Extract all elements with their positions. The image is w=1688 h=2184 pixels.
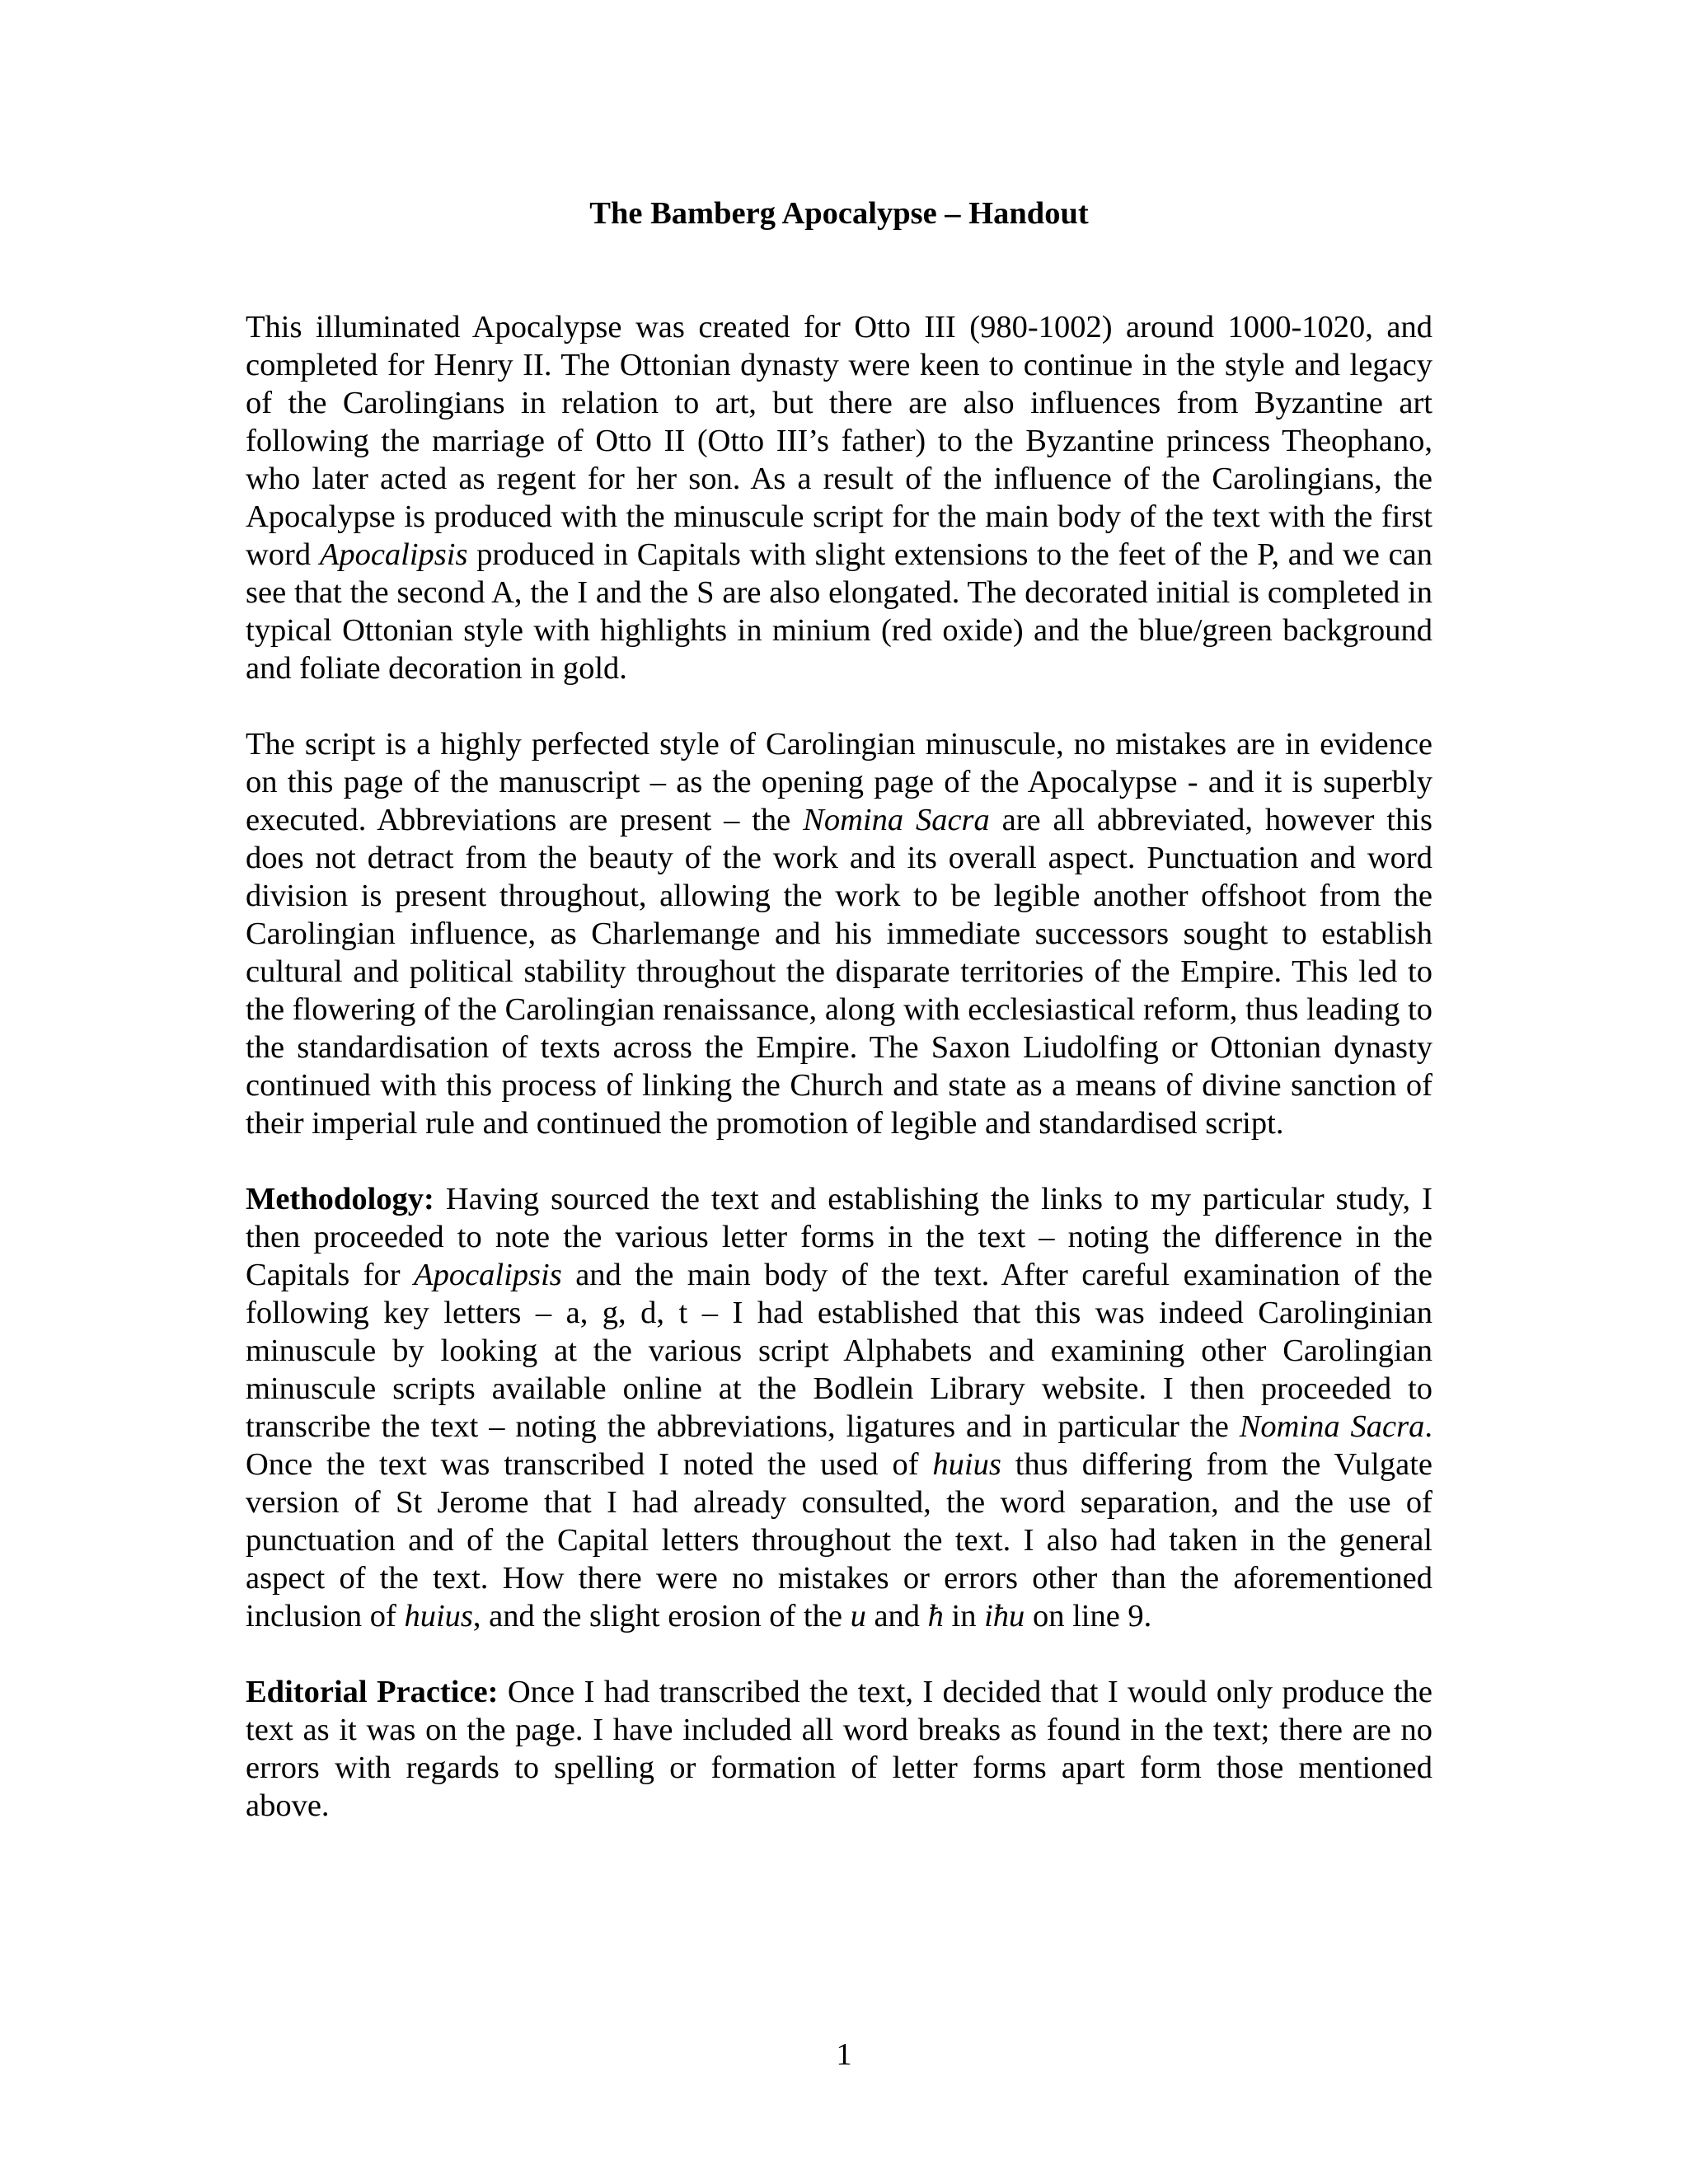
body-paragraph [246,725,1432,1142]
body-paragraph [246,308,1432,687]
document-page [246,194,1432,1863]
italic-text-run: Apocalipsis [319,537,468,572]
body-paragraph [246,1180,1432,1635]
text-run: are all abbreviated, however this does not detract from the beauty of the work and its overall aspect. Punctuation and word division is present throughout, allowing the work to be legible another offshoot from the Carolingian influence, as Charlemange and his immediate successors sought to establish cultural and political stability throughout the disparate territories of the Empire. This led to the flowering of the Carolingian renaissance, along with ecclesiastical reform, thus leading to the standardisation of texts across the Empire. The Saxon Liudolfing or Ottonian dynasty continued with this process of linking the Church and state as a means of divine sanction of their imperial rule and continued the promotion of legible and standardised script. [246,803,1432,1141]
italic-text-run: Nomina Sacra [1239,1409,1425,1444]
italic-text-run: u [850,1599,866,1633]
text-run: and the main body of the text. After careful examination of the following key letters – a, g, d, t – I had established that this was indeed Carolinginian minuscule by looking at the various script Alphabets and examining other Carolingian minuscule scripts available online at the Bodlein Library website. I then proceeded to transcribe the text – noting the abbreviations, ligatures and in particular the [246,1258,1432,1444]
text-run: and [865,1599,928,1633]
body-paragraph [246,1673,1432,1825]
italic-text-run: huius [404,1599,473,1633]
italic-text-run: huius [932,1447,1001,1482]
document-title: The Bamberg Apocalypse – Handout [589,196,1089,231]
section-label: Methodology: [246,1182,434,1216]
text-run: Once I had transcribed the text, I decided that I would only produce the text as it was on the page. I have included all word breaks as found in the text; there are no errors with regards to spelling or formation of letter forms apart form those mentioned above. [246,1675,1432,1823]
text-run: , and the slight erosion of the [472,1599,851,1633]
italic-text-run: Nomina Sacra [803,803,990,837]
text-run: Having sourced the text and establishing the links to my particular study, I then proceeded to note the various letter forms in the text – noting the difference in the Capitals for [246,1182,1432,1292]
text-run: produced in Capitals with slight extensions to the feet of the P, and we can see that the second A, the I and the S are also elongated. The decorated initial is completed in typical Ottonian style with highlights in minium (red oxide) and the blue/green background and foliate decoration in gold. [246,537,1433,686]
section-label: Editorial Practice: [246,1675,499,1709]
text-run: . Once the text was transcribed I noted the used of [246,1409,1432,1482]
text-run: This illuminated Apocalypse was created for Otto III (980-1002) around 1000-1020, and completed for Henry II. The Ottonian dynasty were keen to continue in the style and legacy of the Carolingians in relation to art, but there are also influences from Byzantine art following the marriage of Otto II (Otto III’s father) to the Byzantine princess Theophano, who later acted as regent for her son. As a result of the influence of the Carolingians, the Apocalypse is produced with the minuscule script for the main body of the text with the first word [246,310,1432,572]
text-run: in [943,1599,985,1633]
text-run: The script is a highly perfected style of Carolingian minuscule, no mistakes are in evidence on this page of the manuscript – as the opening page of the Apocalypse - and it is superbly executed. Abbreviations are present – the [246,727,1432,837]
italic-text-run: iħu [984,1599,1025,1633]
page-number: 1 [836,2037,852,2072]
italic-text-run: Apocalipsis [414,1258,562,1292]
text-run: on line 9. [1025,1599,1152,1633]
italic-text-run: ħ [927,1599,944,1633]
document-body [246,308,1432,1825]
text-run: thus differing from the Vulgate version of St Jerome that I had already consulted, the word separation, and the use of punctuation and of the Capital letters throughout the text. I also had taken in the general aspect of the text. How there were no mistakes or errors other than the aforementioned inclusion of [246,1447,1432,1633]
